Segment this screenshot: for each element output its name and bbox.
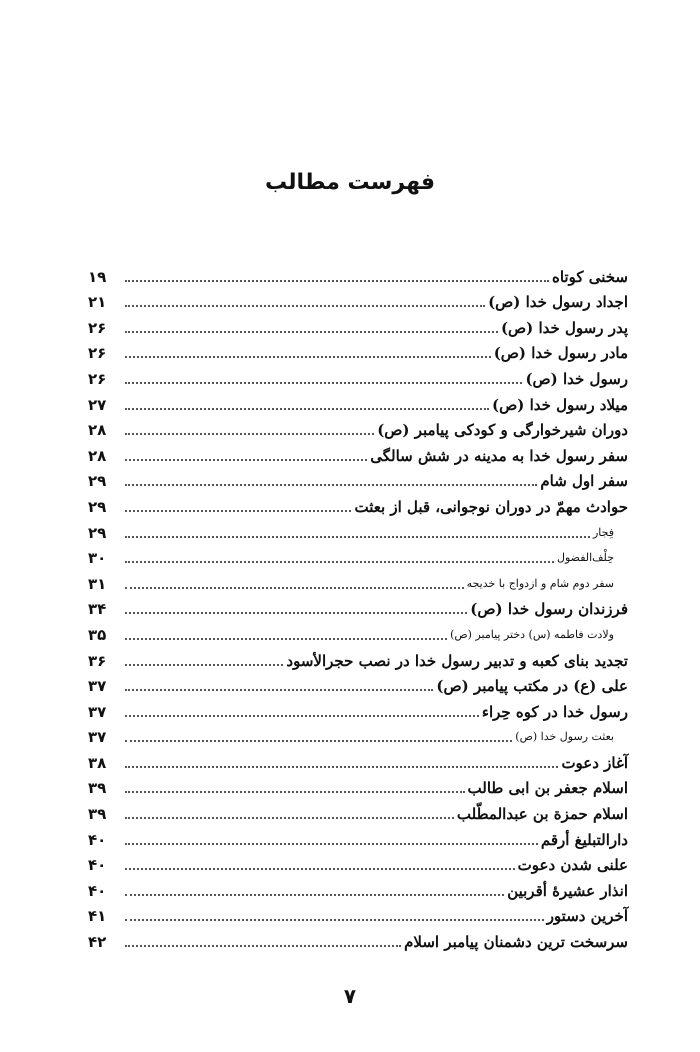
dot-leader [125, 689, 433, 691]
dot-leader [125, 433, 374, 435]
toc-entry [88, 260, 628, 286]
toc-entry [88, 465, 628, 491]
toc-entry-title: آخرین دستور [546, 907, 628, 926]
toc-subentry [88, 618, 628, 644]
toc-entry-title: حِلْف‌الفضول [556, 551, 614, 565]
toc-entry [88, 746, 628, 772]
toc-entry [88, 900, 628, 926]
toc-entry-title: علنی شدن دعوت [517, 856, 628, 875]
toc-entry [88, 695, 628, 721]
toc-entry-title: میلاد رسول خدا (ص) [492, 395, 628, 414]
toc-entry [88, 593, 628, 619]
toc-entry-title: سفر دوم شام و ازدواج با خدیجه [466, 576, 614, 590]
toc-page-number: ۲۸ [88, 446, 107, 465]
toc-page-number: ۳۸ [88, 753, 107, 772]
toc-page-number: ۳۹ [88, 779, 107, 798]
toc-entry-title: اسلام حمزة بن عبدالمطّلب [456, 805, 628, 824]
toc-entry [88, 849, 628, 875]
dot-leader [125, 331, 498, 333]
toc-page-number: ۴۲ [88, 933, 107, 952]
toc-entry-title: اسلام جعفر بن ابی طالب [467, 779, 628, 798]
toc-entry-title: ولادت فاطمه (س) دختر پیامبر (ص) [450, 627, 614, 641]
toc-subentry [88, 542, 628, 568]
toc-entry-title: حوادث مهمّ در دوران نوجوانی، قبل از بعثت [354, 497, 628, 516]
toc-page-number: ۴۱ [88, 907, 107, 926]
dot-leader [125, 638, 447, 640]
toc-entry-title: تجدید بنای کعبه و تدبیر رسول خدا در نصب حجرالأسود [286, 651, 628, 670]
toc-page-number: ۴۰ [88, 881, 107, 900]
dot-leader [125, 561, 554, 563]
dot-leader [125, 740, 512, 742]
toc-page-number: ۲۱ [88, 293, 107, 312]
toc-entry-title: سفر رسول خدا به مدینه در شش سالگی [370, 446, 628, 465]
toc-entry [88, 490, 628, 516]
dot-leader [125, 459, 367, 461]
toc-entry-title: سخنی کوتاه [552, 267, 628, 286]
toc-subentry [88, 516, 628, 542]
page-title: فهرست مطالب [264, 170, 436, 195]
toc-page-number: ۳۷ [88, 728, 107, 747]
toc-entry [88, 797, 628, 823]
toc-page-number: ۳۵ [88, 625, 107, 644]
dot-leader [125, 305, 485, 307]
toc-entry-title: علی (ع) در مکتب پیامبر (ص) [436, 677, 628, 696]
toc-entry [88, 670, 628, 696]
toc-entry [88, 414, 628, 440]
toc-entry-title: رسول خدا در کوه حِراء [481, 702, 628, 721]
dot-leader [125, 894, 504, 896]
toc-page-number: ۳۱ [88, 574, 107, 593]
toc-page-number: ۳۴ [88, 600, 107, 619]
dot-leader [125, 382, 522, 384]
dot-leader [125, 612, 467, 614]
toc-page-number: ۲۹ [88, 523, 107, 542]
toc-page-number: ۳۶ [88, 651, 107, 670]
dot-leader [125, 280, 549, 282]
dot-leader [125, 664, 283, 666]
dot-leader [125, 715, 479, 717]
toc-page-number: ۲۶ [88, 344, 107, 363]
toc-page-number: ۳۷ [88, 677, 107, 696]
toc-page-number: ۲۷ [88, 395, 107, 414]
toc-page-number: ۲۹ [88, 497, 107, 516]
toc-entry [88, 439, 628, 465]
toc-entry [88, 925, 628, 951]
page-number: ۷ [343, 984, 357, 1008]
toc-entry [88, 362, 628, 388]
toc-entry-title: انذار عشیرهٔ أقربین [507, 881, 628, 900]
toc-page-number: ۱۹ [88, 267, 107, 286]
dot-leader [125, 919, 544, 921]
table-of-contents [88, 260, 628, 951]
toc-entry-title: مادر رسول خدا (ص) [493, 344, 628, 363]
toc-entry-title: آغاز دعوت [561, 753, 628, 772]
dot-leader [125, 484, 537, 486]
dot-leader [125, 766, 558, 768]
toc-page-number: ۲۶ [88, 318, 107, 337]
toc-entry-title: پدر رسول خدا (ص) [500, 318, 628, 337]
dot-leader [125, 817, 454, 819]
dot-leader [125, 791, 465, 793]
dot-leader [125, 510, 351, 512]
toc-subentry [88, 721, 628, 747]
toc-entry-title: اجداد رسول خدا (ص) [488, 293, 628, 312]
toc-entry-title: فِجار [592, 525, 614, 539]
toc-subentry [88, 567, 628, 593]
toc-page-number: ۴۰ [88, 830, 107, 849]
toc-page-number: ۳۹ [88, 805, 107, 824]
toc-entry-title: دوران شیرخوارگی و کودکی پیامبر (ص) [377, 421, 628, 440]
toc-entry [88, 337, 628, 363]
toc-page-number: ۲۸ [88, 421, 107, 440]
toc-entry [88, 644, 628, 670]
toc-entry [88, 311, 628, 337]
toc-entry-title: سفر اول شام [540, 472, 628, 491]
toc-entry [88, 772, 628, 798]
toc-entry [88, 823, 628, 849]
toc-page-number: ۲۶ [88, 369, 107, 388]
dot-leader [125, 843, 538, 845]
toc-entry-title: سرسخت ترین دشمنان پیامبر اسلام [404, 933, 628, 952]
toc-entry-title: رسول خدا (ص) [525, 369, 628, 388]
dot-leader [125, 356, 491, 358]
toc-page-number: ۲۹ [88, 472, 107, 491]
toc-entry [88, 874, 628, 900]
toc-entry-title: بعثت رسول خدا (ص) [515, 730, 614, 744]
dot-leader [125, 536, 590, 538]
toc-page-number: ۴۰ [88, 856, 107, 875]
dot-leader [125, 587, 464, 589]
toc-entry [88, 388, 628, 414]
dot-leader [125, 945, 401, 947]
toc-entry [88, 286, 628, 312]
toc-entry-title: دارالتبلیغ أرقم [540, 830, 628, 849]
dot-leader [125, 868, 515, 870]
toc-page-number: ۳۰ [88, 549, 107, 568]
dot-leader [125, 408, 489, 410]
toc-page-number: ۳۷ [88, 702, 107, 721]
toc-entry-title: فرزندان رسول خدا (ص) [470, 600, 628, 619]
